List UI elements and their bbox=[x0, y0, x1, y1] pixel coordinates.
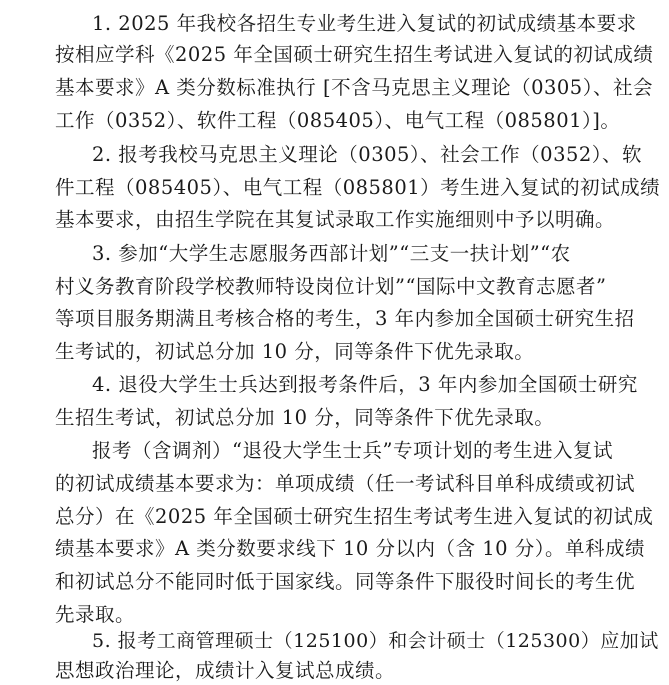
text-line: 基本要求，由招生学院在其复试录取工作实施细则中予以明确。 bbox=[55, 208, 616, 231]
text-line: 村义务教育阶段学校教师特设岗位计划”“国际中文教育志愿者” bbox=[55, 275, 607, 298]
text-line: 2. 报考我校马克思主义理论（0305）、社会工作（0352）、软 bbox=[92, 143, 643, 166]
text-line: 工作（0352）、软件工程（085405）、电气工程（085801）]。 bbox=[55, 109, 621, 132]
text-line: 报考（含调剂）“退役大学生士兵”专项计划的考生进入复试 bbox=[92, 439, 613, 462]
text-line: 按相应学科《2025 年全国硕士研究生招生考试进入复试的初试成绩 bbox=[55, 43, 654, 66]
text-line: 件工程（085405）、电气工程（085801）考生进入复试的初试成绩 bbox=[55, 176, 661, 199]
text-line: 3. 参加“大学生志愿服务西部计划”“三支一扶计划”“农 bbox=[92, 242, 571, 265]
text-line: 生招生考试，初试总分加 10 分，同等条件下优先录取。 bbox=[55, 406, 555, 429]
text-line: 生考试的，初试总分加 10 分，同等条件下优先录取。 bbox=[55, 340, 535, 363]
text-line: 5. 报考工商管理硕士（125100）和会计硕士（125300）应加试 bbox=[92, 630, 659, 652]
text-line: 绩基本要求》A 类分数要求线下 10 分以内（含 10 分）。单科成绩 bbox=[55, 537, 645, 560]
text-line: 总分）在《2025 年全国硕士研究生招生考试考生进入复试的初试成 bbox=[55, 505, 654, 528]
text-line: 4. 退役大学生士兵达到报考条件后，3 年内参加全国硕士研究 bbox=[92, 373, 638, 396]
text-line: 1. 2025 年我校各招生专业考生进入复试的初试成绩基本要求 bbox=[92, 12, 637, 35]
text-line: 思想政治理论，成绩计入复试总成绩。 bbox=[55, 659, 396, 682]
text-line: 和初试总分不能同时低于国家线。同等条件下服役时间长的考生优 bbox=[55, 570, 636, 593]
text-line: 先录取。 bbox=[55, 603, 136, 626]
text-line: 等项目服务期满且考核合格的考生，3 年内参加全国硕士研究生招 bbox=[55, 307, 635, 330]
text-line: 的初试成绩基本要求为：单项成绩（任一考试科目单科成绩或初试 bbox=[55, 472, 636, 495]
text-line: 基本要求》A 类分数标准执行 [不含马克思主义理论（0305）、社会 bbox=[55, 76, 653, 99]
